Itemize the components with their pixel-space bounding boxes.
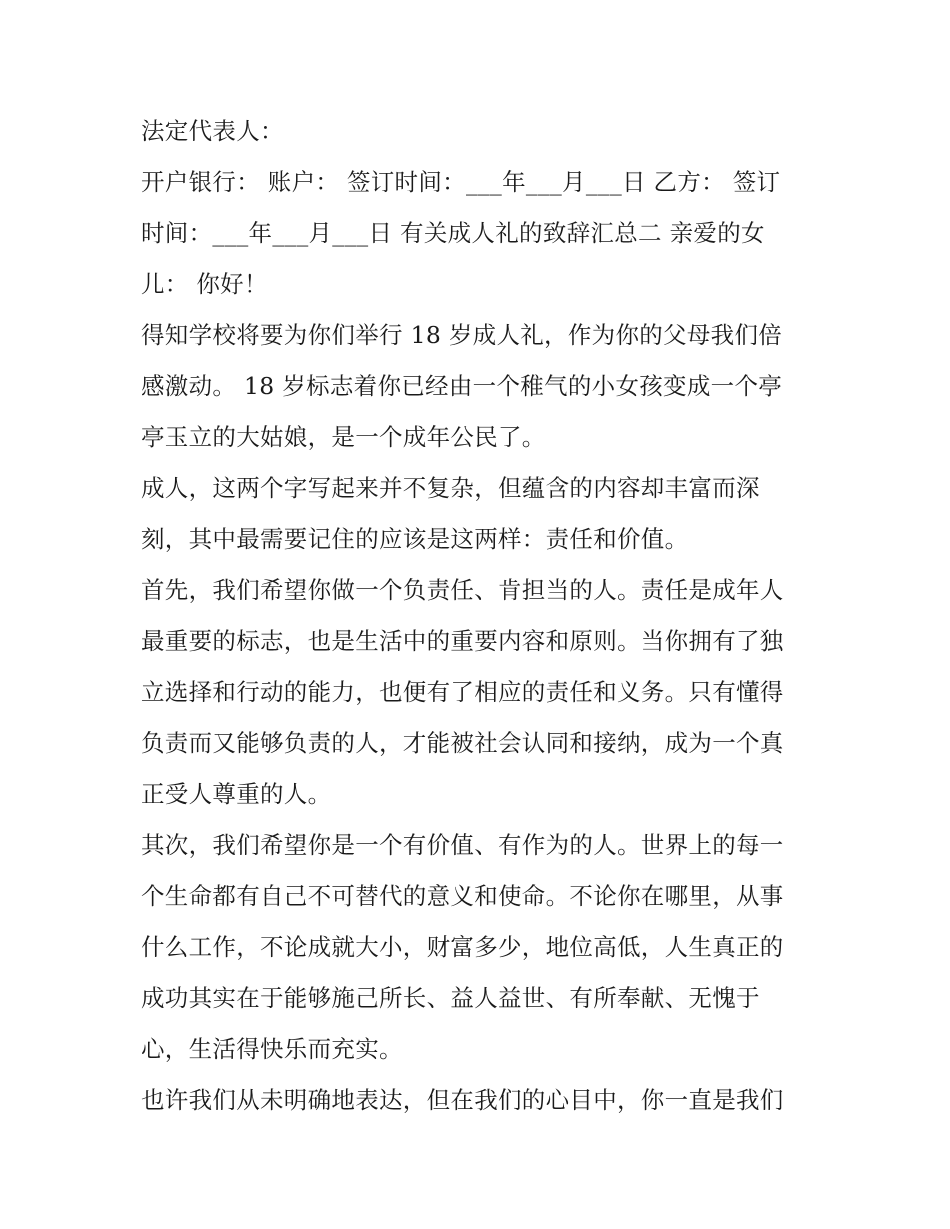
text-line: 得知学校将要为你们举行 18 岁成人礼，作为你的父母我们倍 — [141, 321, 783, 349]
text-line: 亭玉立的大姑娘，是一个成年公民了。 — [141, 423, 546, 451]
text-line: 负责而又能够负责的人，才能被社会认同和接纳，成为一个真 — [141, 729, 784, 757]
text-line: 法定代表人： — [141, 117, 284, 145]
text-line: 成人，这两个字写起来并不复杂，但蕴含的内容却丰富而深 — [141, 474, 760, 502]
text-line: 成功其实在于能够施己所长、益人益世、有所奉献、无愧于 — [141, 984, 760, 1012]
text-line: 首先，我们希望你做一个负责任、肯担当的人。责任是成年人 — [141, 576, 784, 604]
text-line: 儿： 你好！ — [141, 270, 268, 298]
text-line: 正受人尊重的人。 — [141, 780, 332, 808]
document-body — [141, 106, 816, 1126]
text-line: 什么工作，不论成就大小，财富多少，地位高低，人生真正的 — [141, 933, 784, 961]
text-line: 最重要的标志，也是生活中的重要内容和原则。当你拥有了独 — [141, 627, 784, 655]
text-line: 个生命都有自己不可替代的意义和使命。不论你在哪里，从事 — [141, 882, 784, 910]
text-line: 也许我们从未明确地表达，但在我们的心目中，你一直是我们 — [141, 1086, 784, 1114]
text-line: 其次，我们希望你是一个有价值、有作为的人。世界上的每一 — [141, 831, 784, 859]
text-line: 立选择和行动的能力，也便有了相应的责任和义务。只有懂得 — [141, 678, 784, 706]
text-line: 开户银行： 账户： 签订时间：___年___月___日 乙方： 签订 — [141, 168, 781, 196]
text-line: 感激动。 18 岁标志着你已经由一个稚气的小女孩变成一个亭 — [141, 372, 783, 400]
text-line: 心，生活得快乐而充实。 — [141, 1035, 403, 1063]
text-line: 刻，其中最需要记住的应该是这两样：责任和价值。 — [141, 525, 689, 553]
text-line: 时间：___年___月___日 有关成人礼的致辞汇总二 亲爱的女 — [141, 219, 765, 247]
